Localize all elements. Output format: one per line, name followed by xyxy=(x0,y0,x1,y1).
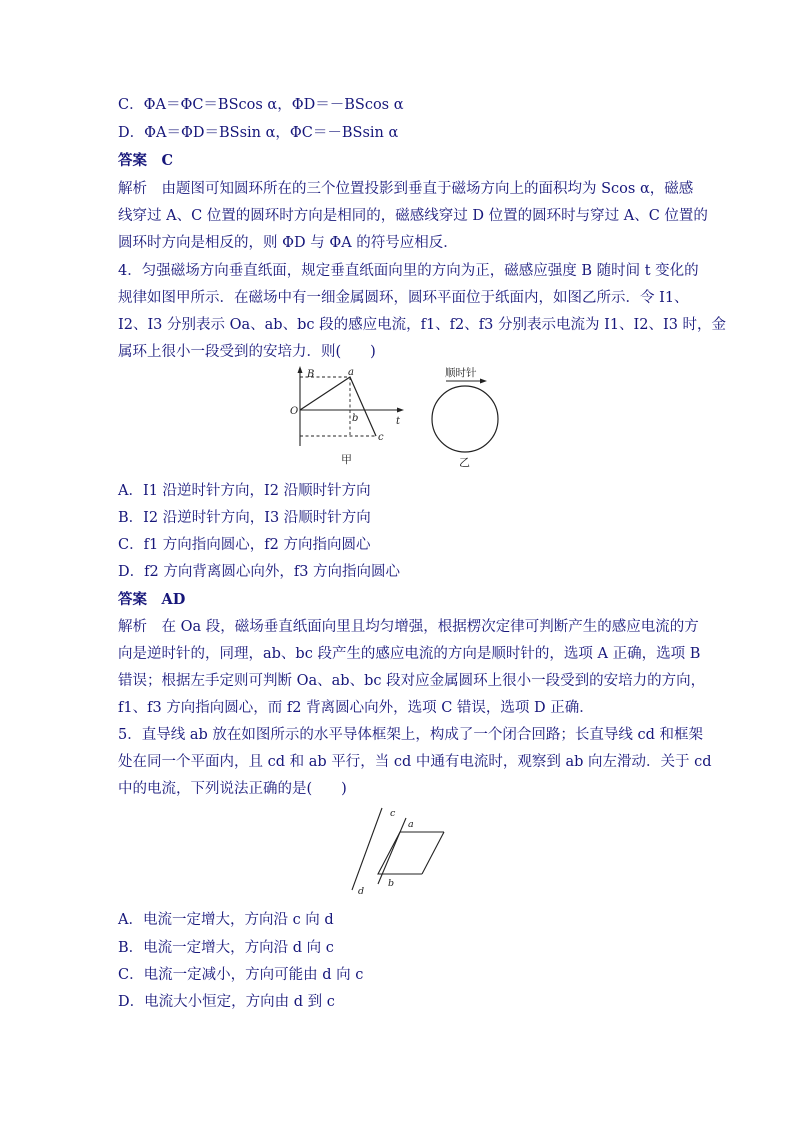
b-t-curve xyxy=(300,377,376,436)
label-c: c xyxy=(390,808,396,819)
label-t-axis: t xyxy=(396,416,401,427)
option-c: C．电流一定减小，方向可能由 d 向 c xyxy=(118,967,364,983)
question-5-text: 中的电流，下列说法正确的是( ) xyxy=(118,781,347,797)
option-c: C．f1 方向指向圆心，f2 方向指向圆心 xyxy=(118,537,371,553)
conductor-frame xyxy=(378,832,444,874)
text-line: 线穿过 A、C 位置的圆环时方向是相同的，磁感线穿过 D 位置的圆环时与穿过 A、C 位置的 xyxy=(118,208,708,224)
label-b: b xyxy=(388,878,395,889)
explanation-text: 向是逆时针的，同理，ab、bc 段产生的感应电流的方向是顺时针的，选项 A 正确，选项 B xyxy=(118,646,701,662)
option-b: B．I2 沿逆时针方向，I3 沿顺时针方向 xyxy=(118,510,371,526)
label-d: d xyxy=(358,886,365,897)
label-origin: O xyxy=(290,406,299,417)
explanation-text: 解析 在 Oa 段，磁场垂直纸面向里且均匀增强，根据楞次定律可判断产生的感应电流的方 xyxy=(118,619,699,635)
text-line: C．ΦA＝ΦC＝BScos α，ΦD＝－BScos α xyxy=(118,97,404,113)
option-d: D．f2 方向背离圆心向外，f3 方向指向圆心 xyxy=(118,564,401,580)
clockwise-label: 顺时针 xyxy=(445,367,477,379)
answer-label: 答案 AD xyxy=(118,591,186,608)
label-point-c: c xyxy=(378,432,384,443)
question-4-text: I2、I3 分别表示 Oa、ab、bc 段的感应电流，f1、f2、f3 分别表示电流为 I1、I2、I3 时，金 xyxy=(118,317,727,333)
y-axis-arrow xyxy=(298,366,303,373)
label-b-axis: B xyxy=(307,369,315,380)
question-4-text: 规律如图甲所示．在磁场中有一细金属圆环，圆环平面位于纸面内，如图乙所示．令 I1、 xyxy=(118,290,689,306)
caption-jia: 甲 xyxy=(341,453,352,466)
figure-yi-metal-ring xyxy=(424,362,508,470)
figure-jia-b-t-graph xyxy=(288,364,408,468)
caption-yi: 乙 xyxy=(459,456,470,469)
question-5-text: 处在同一个平面内，且 cd 和 ab 平行，当 cd 中通有电流时，观察到 ab 向左滑动．关于 cd xyxy=(118,754,712,770)
label-point-a: a xyxy=(348,367,354,378)
frame-right-side xyxy=(422,832,444,874)
text-line: D．ΦA＝ΦD＝BSsin α，ΦC＝－BSsin α xyxy=(118,125,399,141)
wire-cd xyxy=(352,808,382,890)
text-line: 圆环时方向是相反的，则 ΦD 与 ΦA 的符号应相反． xyxy=(118,235,458,251)
question-4-text: 4．匀强磁场方向垂直纸面，规定垂直纸面向里的方向为正，磁感应强度 B 随时间 t 变化的 xyxy=(118,263,699,279)
label-point-b: b xyxy=(352,413,359,424)
question-4-text: 属环上很小一段受到的安培力．则( ) xyxy=(118,344,376,360)
x-axis-arrow xyxy=(397,408,404,413)
figure-q5-wire-frame xyxy=(342,804,452,898)
clockwise-arrow-head xyxy=(480,379,487,384)
explanation-text: 错误；根据左手定则可判断 Oa、ab、bc 段对应金属圆环上很小一段受到的安培力的方向， xyxy=(118,673,706,689)
option-a: A．I1 沿逆时针方向，I2 沿顺时针方向 xyxy=(118,483,371,499)
option-b: B．电流一定增大，方向沿 d 向 c xyxy=(118,940,334,956)
option-a: A．电流一定增大，方向沿 c 向 d xyxy=(118,912,334,928)
text-line: 解析 由题图可知圆环所在的三个位置投影到垂直于磁场方向上的面积均为 Scos α，磁感 xyxy=(118,181,694,197)
question-5-text: 5．直导线 ab 放在如图所示的水平导体框架上，构成了一个闭合回路；长直导线 cd 和框架 xyxy=(118,727,703,743)
explanation-text: f1、f3 方向指向圆心，而 f2 背离圆心向外，选项 C 错误，选项 D 正确． xyxy=(118,700,594,716)
option-d: D．电流大小恒定，方向由 d 到 c xyxy=(118,994,335,1010)
label-a: a xyxy=(408,819,414,830)
metal-ring xyxy=(432,386,498,452)
answer-label: 答案 C xyxy=(118,152,174,169)
